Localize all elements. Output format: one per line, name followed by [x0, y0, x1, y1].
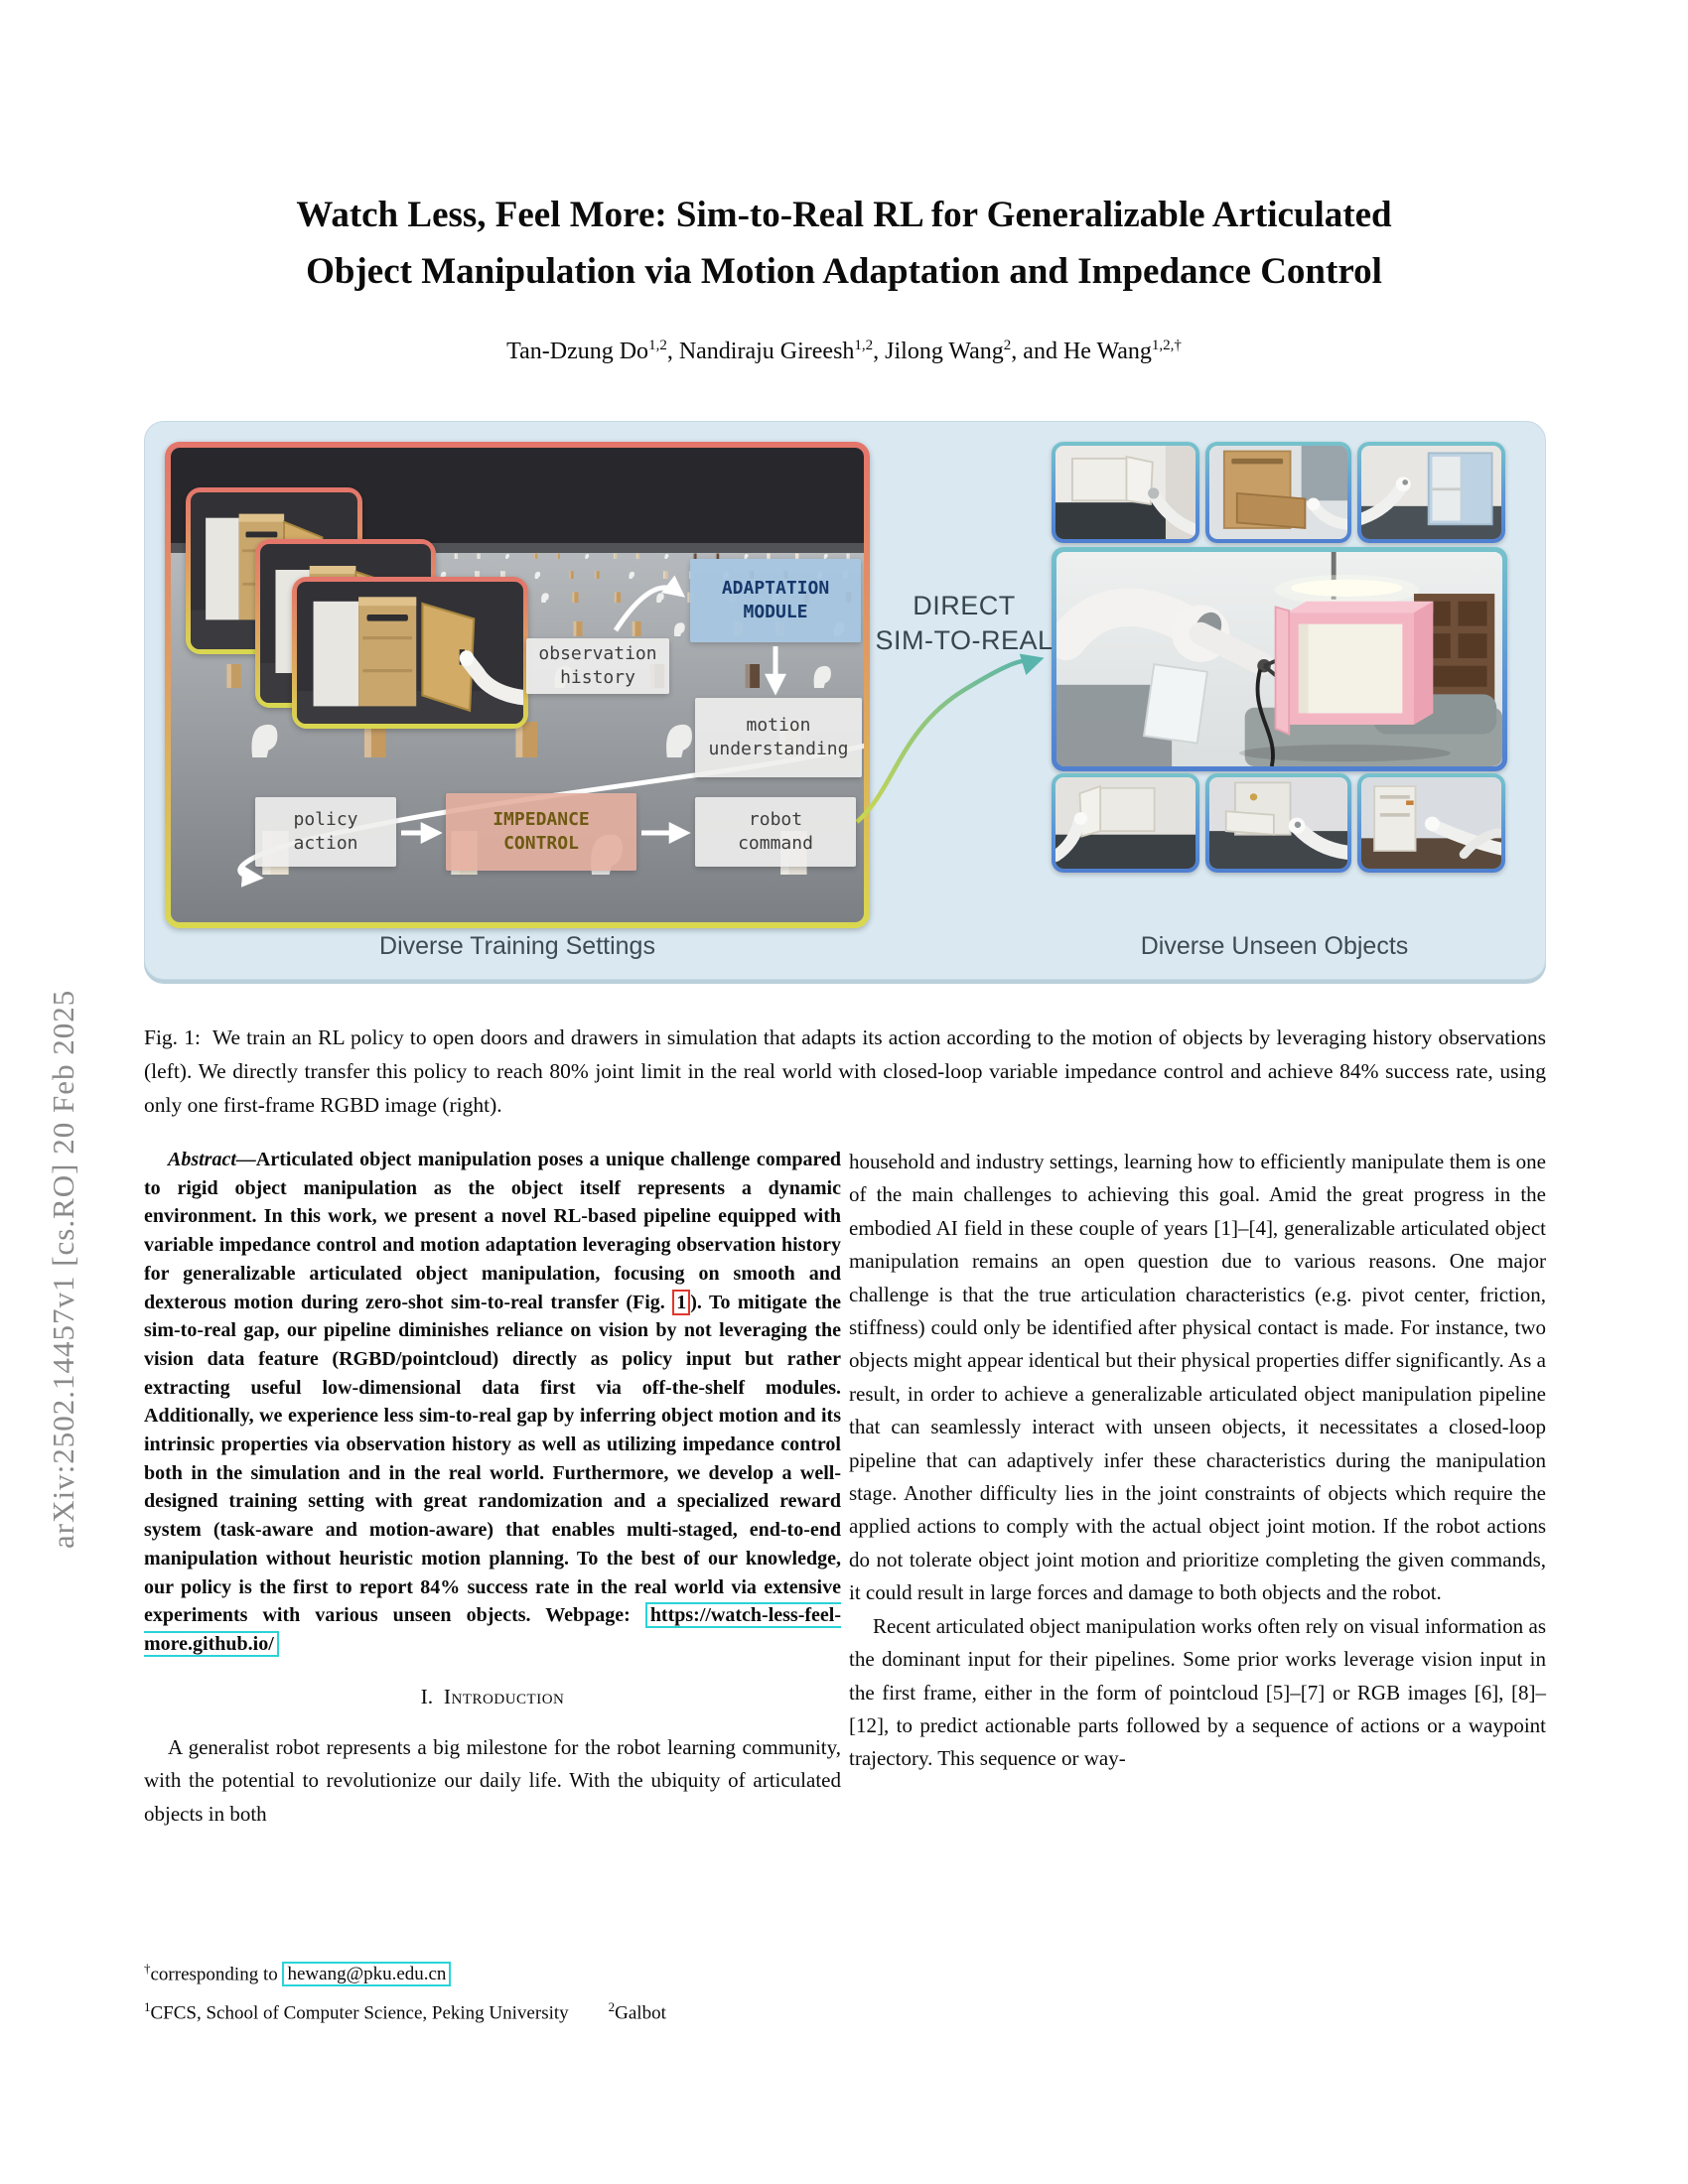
real-thumb-6	[1357, 773, 1505, 873]
sim-panel	[165, 442, 870, 928]
author: , Jilong Wang$^2$	[873, 338, 1012, 364]
author: Tan-Dzung Do$^{1,2}$	[506, 338, 667, 364]
real-thumb-3	[1357, 442, 1505, 543]
motion-understanding-label: motion understanding	[695, 698, 862, 777]
footnote-corresponding: †corresponding to hewang@pku.edu.cn	[144, 1952, 841, 1990]
real-panel-caption: Diverse Unseen Objects	[1140, 932, 1409, 960]
footnotes	[144, 1952, 841, 2030]
direct-sim-to-real-label: DIRECT SIM-TO-REAL	[875, 591, 1054, 656]
arxiv-watermark: arXiv:2502.14457v1 [cs.RO] 20 Feb 2025	[46, 989, 80, 1549]
adaptation-module-box: ADAPTATION MODULE	[690, 559, 861, 642]
author: , Nandiraju Gireesh$^{1,2}$	[666, 338, 874, 364]
left-column	[144, 1146, 841, 1831]
authors-line	[149, 338, 1539, 365]
real-main-image	[1052, 547, 1507, 771]
email-link[interactable]: hewang@pku.edu.cn	[282, 1962, 451, 1986]
intro-paragraph-1: A generalist robot represents a big milestone for the robot learning community, with the potential to revolutionize our daily life. With the ubiquity of articulated objects in both	[144, 1735, 841, 1826]
footnote-affiliations: $^1$CFCS, School of Computer Science, Peking University $^2$Galbot	[144, 1999, 666, 2024]
figure-1-ref-link[interactable]: 1	[672, 1290, 690, 1315]
real-thumb-1	[1052, 442, 1199, 543]
figure-1	[144, 421, 1546, 980]
author: , and He Wang$^{1,2,\dagger}$	[1011, 338, 1182, 364]
observation-history-label: observation history	[526, 638, 669, 694]
real-thumb-4	[1052, 773, 1199, 873]
project-webpage-link[interactable]: https://watch-less-feel-more.github.io/	[144, 1604, 841, 1655]
right-column	[849, 1146, 1546, 1776]
figure-caption	[144, 1021, 1546, 1122]
abstract: Abstract—Articulated object manipulation poses a unique challenge compared to rigid object manipulation as the object itself represents a dynamic environment. In this work, we present a novel RL-based pipeline equipped with variable impedance control and motion adaptation leveraging observation history for generalizable articulated object manipulation, focusing on smooth and dexterous motion during zero-shot sim-to-real transfer (Fig. 1 ). To mitigate the sim-to-real gap, our pipeline diminishes reliance on vision by not leveraging the vision data feature (RGBD/pointcloud) directly as policy input but rather extracting useful low-dimensional data first via off-the-shelf modules. Additionally, we experience less sim-to-real gap by inferring object motion and its intrinsic properties via observation history as well as utilizing impedance control both in the simulation and in the real world. Furthermore, we develop a well-designed training setting with great randomization and a specialized reward system (task-aware and motion-aware) that enables multi-staged, end-to-end manipulation without heuristic motion planning. To the best of our knowledge, our policy is the first to report 84% success rate in the real world via extensive experiments with various unseen objects. Webpage: https://watch-less-feel-more.github.io/	[144, 1149, 841, 1655]
sim-panel-caption: Diverse Training Settings	[379, 932, 655, 960]
impedance-control-box: IMPEDANCE CONTROL	[446, 793, 636, 871]
page-title	[149, 187, 1539, 301]
figure-caption-text: We train an RL policy to open doors and drawers in simulation that adapts its action according to the motion of objects by leveraging history observations (left). We directly transfer this policy to reach 80% joint limit in the real world with closed-loop variable impedance control and achieve 84% success rate, using only one first-frame RGBD image (right).	[144, 1025, 1546, 1117]
real-thumb-5	[1205, 773, 1351, 873]
section-heading-introduction: I. Introduction	[420, 1684, 565, 1708]
body-paragraph: Recent articulated object manipulation works often rely on visual information as the dominant input for their pipelines. Some prior works leverage vision input in the first frame, either in the form of pointcloud [5]–[7] or RGB images [6], [8]–[12], to predict actionable parts followed by a sequence of actions or a waypoint trajectory. This sequence or way-	[849, 1613, 1546, 1771]
robot-command-label: robot command	[695, 797, 856, 867]
sim-to-real-arrow	[840, 650, 1058, 839]
sim-inset-3	[292, 577, 528, 729]
policy-action-label: policy action	[255, 797, 396, 867]
body-paragraph: household and industry settings, learning how to efficiently manipulate them is one of the main challenges to achieving this goal. Amid the great progress in the embodied AI field in these couple of years [1]–[4], generalizable articulated object manipulation remains an open question due to various reasons. One major challenge is that the true articulation characteristics (e.g. pivot center, friction, stiffness) could only be identified after physical contact is made. For instance, two objects might appear identical but their physical properties differ significantly. As a result, in order to achieve a generalizable articulated object manipulation pipeline that can seamlessly interact with unseen objects, it necessitates a closed-loop pipeline that can adaptively infer these characteristics during the manipulation stage. Another difficulty lies in the joint constraints of objects which require the applied actions to comply with the actual object joint motion. If the robot actions do not tolerate object joint motion and prioritize completing the given commands, it could result in large forces and damage to both objects and the robot.	[849, 1150, 1546, 1605]
title-line-1: Watch Less, Feel More: Sim-to-Real RL for Generalizable Articulated	[296, 195, 1392, 235]
real-thumb-2	[1205, 442, 1351, 543]
title-line-2: Object Manipulation via Motion Adaptation and Impedance Control	[306, 251, 1382, 293]
figure-caption-label: Fig. 1:	[144, 1025, 201, 1049]
